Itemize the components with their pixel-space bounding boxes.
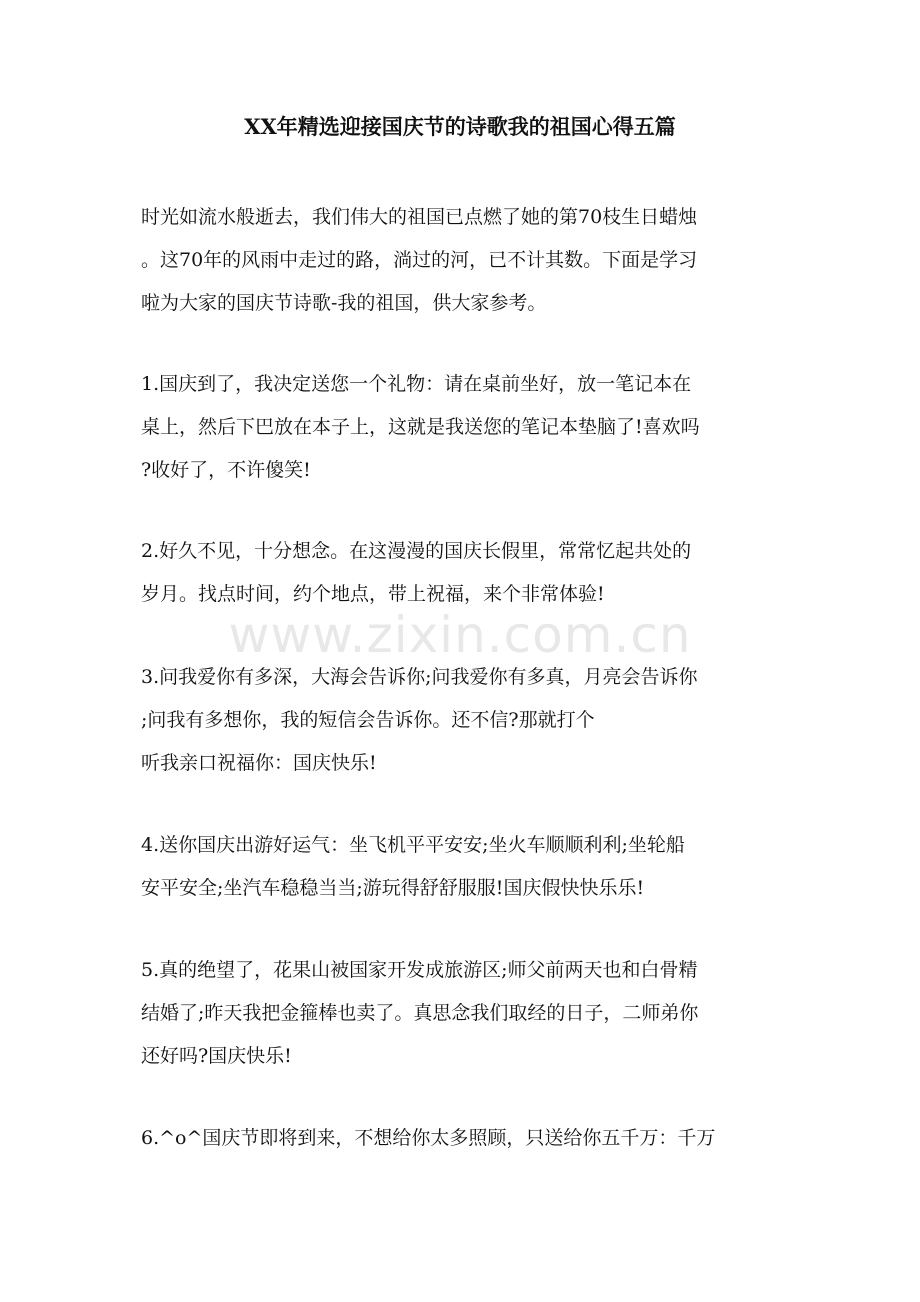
paragraph-intro xyxy=(141,196,791,325)
text-line: 安平安全;坐汽车稳稳当当;游玩得舒舒服服!国庆假快快乐乐! xyxy=(141,877,645,899)
text-line: 2.好久不见，十分想念。在这漫漫的国庆长假里，常常忆起共处的 xyxy=(141,540,692,562)
text-line: 4.送你国庆出游好运气：坐飞机平平安安;坐火车顺顺利利;坐轮船 xyxy=(141,834,685,856)
paragraph-4 xyxy=(141,824,791,910)
text-line: 5.真的绝望了，花果山被国家开发成旅游区;师父前两天也和白骨精 xyxy=(141,959,698,981)
paragraph-1 xyxy=(141,363,791,492)
paragraph-6 xyxy=(141,1117,791,1160)
text-line: 还好吗?国庆快乐! xyxy=(141,1045,292,1067)
text-line: ;问我有多想你，我的短信会告诉你。还不信?那就打个 xyxy=(141,709,595,731)
text-line: 3.问我爱你有多深，大海会告诉你;问我爱你有多真，月亮会告诉你 xyxy=(141,666,698,688)
paragraph-5 xyxy=(141,949,791,1078)
watermark: www.zixin.com.cn xyxy=(228,606,692,664)
text-line: 岁月。找点时间，约个地点，带上祝福，来个非常体验! xyxy=(141,583,605,605)
document-title: XX年精选迎接国庆节的诗歌我的祖国心得五篇 xyxy=(244,114,676,139)
text-line: 听我亲口祝福你：国庆快乐! xyxy=(141,752,377,774)
text-line: 1.国庆到了，我决定送您一个礼物：请在桌前坐好，放一笔记本在 xyxy=(141,373,692,395)
text-line: 啦为大家的国庆节诗歌-我的祖国，供大家参考。 xyxy=(141,292,547,314)
paragraph-3 xyxy=(141,656,791,785)
text-line: 结婚了;昨天我把金箍棒也卖了。真思念我们取经的日子，二师弟你 xyxy=(141,1002,699,1024)
text-line: 时光如流水般逝去，我们伟大的祖国已点燃了她的第70枝生日蜡烛 xyxy=(141,206,698,228)
text-line: 6.^o^国庆节即将到来，不想给你太多照顾，只送给你五千万：千万 xyxy=(141,1127,716,1149)
text-line: 。这70年的风雨中走过的路，淌过的河，已不计其数。下面是学习 xyxy=(141,249,698,271)
text-line: ?收好了，不许傻笑! xyxy=(141,459,311,481)
text-line: 桌上，然后下巴放在本子上，这就是我送您的笔记本垫脑了!喜欢吗 xyxy=(141,416,700,438)
